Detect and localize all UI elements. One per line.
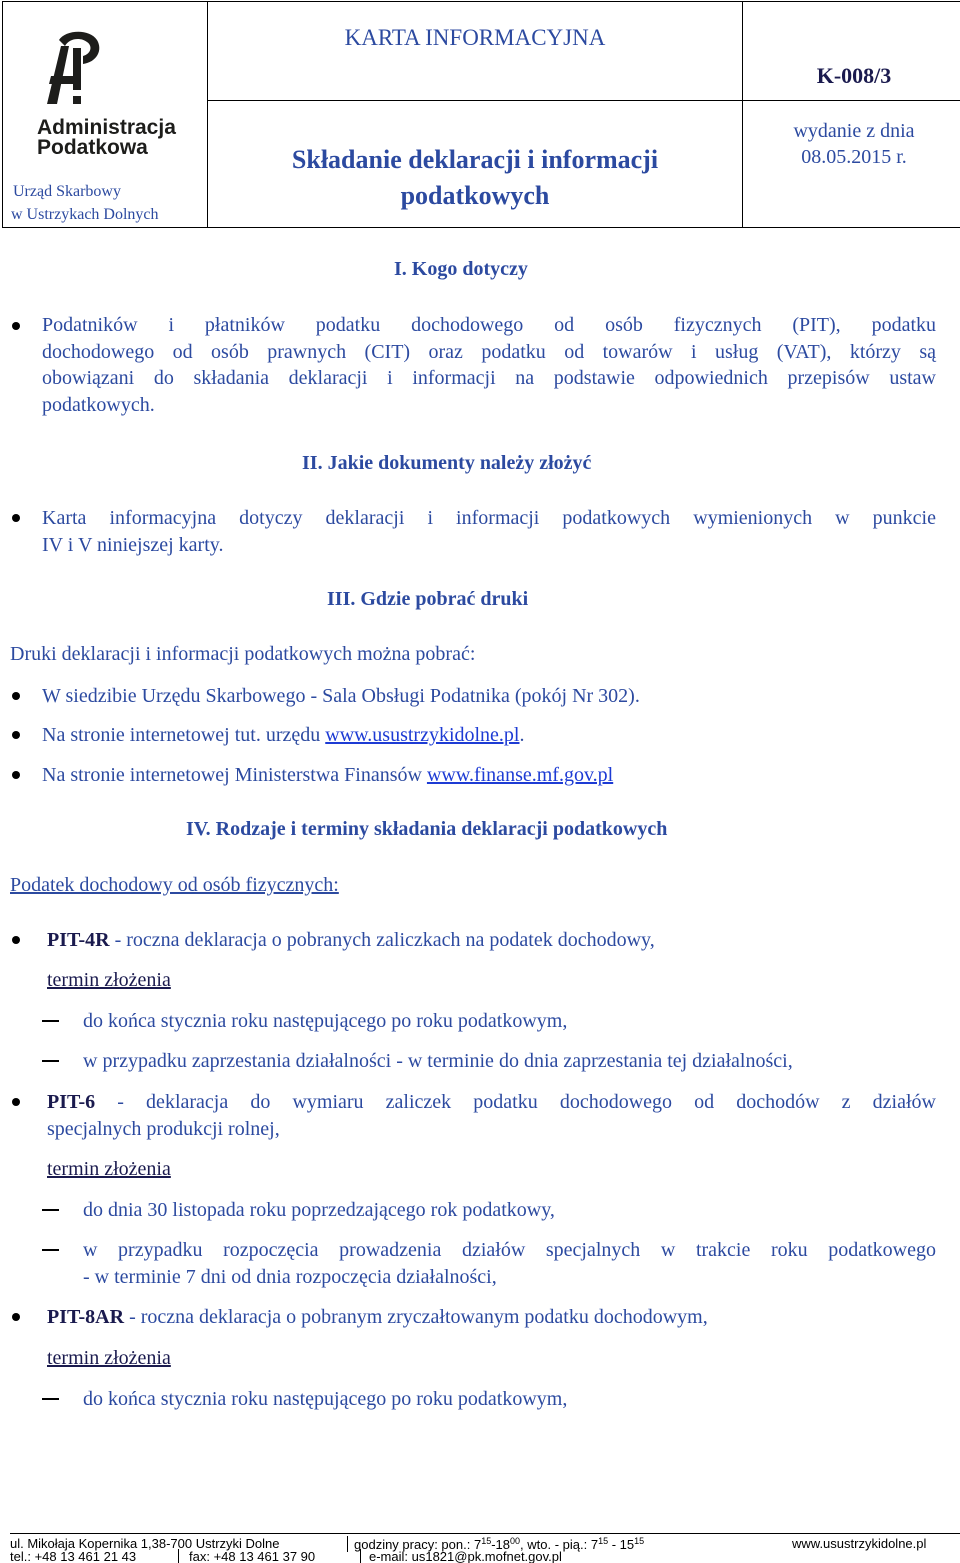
pit6-deadline1: do dnia 30 listopada roku poprzedzającego rok podatkowy,	[83, 1199, 555, 1221]
edition-label: wydanie z dnia	[793, 120, 915, 142]
bullet	[12, 322, 20, 330]
section1-heading: I. Kogo dotyczy	[394, 258, 528, 280]
card-subject-line1: Składanie deklaracji i informacji	[291, 145, 659, 174]
section3-item2-text: Na stronie internetowej tut. urzędu	[42, 724, 326, 746]
pit4r-deadline2: w przypadku zaprzestania działalności - w terminie do dnia zaprzestania tej działalności,	[83, 1050, 793, 1072]
footer-fax: fax: +48 13 461 37 90	[178, 1549, 315, 1563]
pit6-line1	[47, 1089, 936, 1116]
hours-sup4: 15	[634, 1536, 645, 1546]
pit6-line2: specjalnych produkcji rolnej,	[47, 1117, 280, 1140]
section1-line2: dochodowego od osób prawnych (CIT) oraz podatku od towarów i usług (VAT), którzy są	[42, 340, 936, 363]
ministry-website-link[interactable]: www.finanse.mf.gov.pl	[426, 764, 614, 786]
bullet	[12, 731, 20, 739]
pit8ar-desc: - roczna deklaracja o pobranym zryczałtowanym podatku dochodowym,	[124, 1306, 708, 1328]
code-cell	[742, 1, 960, 101]
footer-website[interactable]: www.usustrzykidolne.pl	[792, 1536, 927, 1551]
pit6-deadline2-line2: - w terminie 7 dni od dnia rozpoczęcia działalności,	[83, 1265, 497, 1288]
logo-text-line1: Administracja	[37, 116, 176, 139]
pit8ar-deadline-label: termin złożenia	[47, 1347, 171, 1369]
pit4r-deadline1: do końca stycznia roku następującego po roku podatkowym,	[83, 1010, 568, 1032]
logo-cell	[2, 1, 208, 228]
hours-sup1: 15	[481, 1536, 492, 1546]
pit6-deadline2	[83, 1237, 936, 1290]
section2-heading: II. Jakie dokumenty należy złożyć	[302, 452, 592, 474]
pit4r-deadline-label: termin złożenia	[47, 969, 171, 991]
footer-divider	[10, 1533, 960, 1534]
bullet	[12, 771, 20, 779]
bullet	[12, 1313, 20, 1321]
dash	[42, 1060, 59, 1062]
dash	[42, 1398, 59, 1400]
section3-intro: Druki deklaracji i informacji podatkowych można pobrać:	[10, 643, 476, 665]
dash	[42, 1020, 59, 1022]
section3-item1: W siedzibie Urzędu Skarbowego - Sala Obsługi Podatnika (pokój Nr 302).	[42, 685, 640, 707]
pit4r-item	[47, 927, 655, 954]
pit6-item	[47, 1089, 936, 1142]
section2-line2: IV i V niniejszej karty.	[42, 533, 224, 556]
section3-item3	[42, 762, 613, 789]
dash	[42, 1209, 59, 1211]
logo-text-line2: Podatkowa	[37, 136, 148, 159]
card-code: K-008/3	[816, 63, 892, 88]
section3-item2	[42, 722, 525, 749]
hours-part-d: - 15	[608, 1537, 635, 1552]
pit8ar-item	[47, 1304, 708, 1331]
bullet	[12, 692, 20, 700]
section3-heading: III. Gdzie pobrać druki	[327, 588, 529, 610]
bullet	[12, 936, 20, 944]
pit6-deadline2-line1: w przypadku rozpoczęcia prowadzenia działów specjalnych w trakcie roku podatkowego	[83, 1239, 936, 1261]
pit8ar-code: PIT-8AR	[47, 1306, 125, 1328]
subject-cell	[207, 100, 743, 228]
bullet	[12, 1098, 20, 1106]
office-name-line1: Urząd Skarbowy	[13, 183, 121, 200]
section1-line1: Podatników i płatników podatku dochodowego od osób fizycznych (PIT), podatku	[42, 314, 936, 336]
pit8ar-deadline1: do końca stycznia roku następującego po roku podatkowym,	[83, 1388, 568, 1410]
bullet	[12, 514, 20, 522]
section1-line3: obowiązani do składania deklaracji i informacji na podstawie odpowiednich przepisów ustaw	[42, 367, 936, 389]
administracja-podatkowa-logo-icon	[37, 26, 107, 106]
pit4r-code: PIT-4R	[47, 929, 110, 951]
footer-address: ul. Mikołaja Kopernika 1,38-700 Ustrzyki Dolne	[10, 1536, 280, 1551]
pit4r-desc: - roczna deklaracja o pobranych zaliczkach na podatek dochodowy,	[109, 929, 655, 951]
section1-line4: podatkowych.	[42, 393, 155, 416]
edition-info	[743, 118, 960, 170]
hours-part-c: , wto. - pią.: 7	[520, 1537, 599, 1552]
section2-line1: Karta informacyjna dotyczy deklaracji i informacji podatkowych wymienionych w punkcie	[42, 507, 936, 529]
card-subject-line2: podatkowych	[400, 181, 550, 210]
office-website-link[interactable]: www.usustrzykidolne.pl	[325, 724, 520, 746]
hours-sup3: 15	[598, 1536, 609, 1546]
section2-paragraph	[42, 505, 936, 558]
hours-part-a: godziny pracy: pon.: 7	[354, 1537, 482, 1552]
footer-email[interactable]: e-mail: us1821@pk.mofnet.gov.pl	[360, 1549, 562, 1563]
card-title: KARTA INFORMACYJNA	[344, 25, 606, 50]
edition-cell	[742, 100, 960, 228]
header-table	[2, 1, 960, 228]
office-name-line2: w Ustrzykach Dolnych	[11, 206, 159, 223]
hours-part-b: -18	[491, 1537, 511, 1552]
section3-item2-end: .	[519, 724, 525, 746]
section3-item3-text: Na stronie internetowej Ministerstwa Finansów	[42, 764, 427, 786]
pit6-desc: - deklaracja do wymiaru zaliczek podatku dochodowego od dochodów z działów	[95, 1091, 936, 1113]
section4-heading: IV. Rodzaje i terminy składania deklaracji podatkowych	[186, 818, 668, 840]
section1-paragraph	[42, 312, 936, 418]
edition-date: 08.05.2015 r.	[801, 146, 907, 168]
pit6-code: PIT-6	[47, 1091, 96, 1113]
title-cell	[207, 1, 743, 101]
section4-subheading: Podatek dochodowy od osób fizycznych:	[10, 874, 339, 896]
dash	[42, 1249, 59, 1251]
hours-sup2: 00	[510, 1536, 521, 1546]
footer-phone: tel.: +48 13 461 21 43	[10, 1549, 137, 1563]
pit6-deadline-label: termin złożenia	[47, 1158, 171, 1180]
card-subject	[208, 142, 742, 214]
